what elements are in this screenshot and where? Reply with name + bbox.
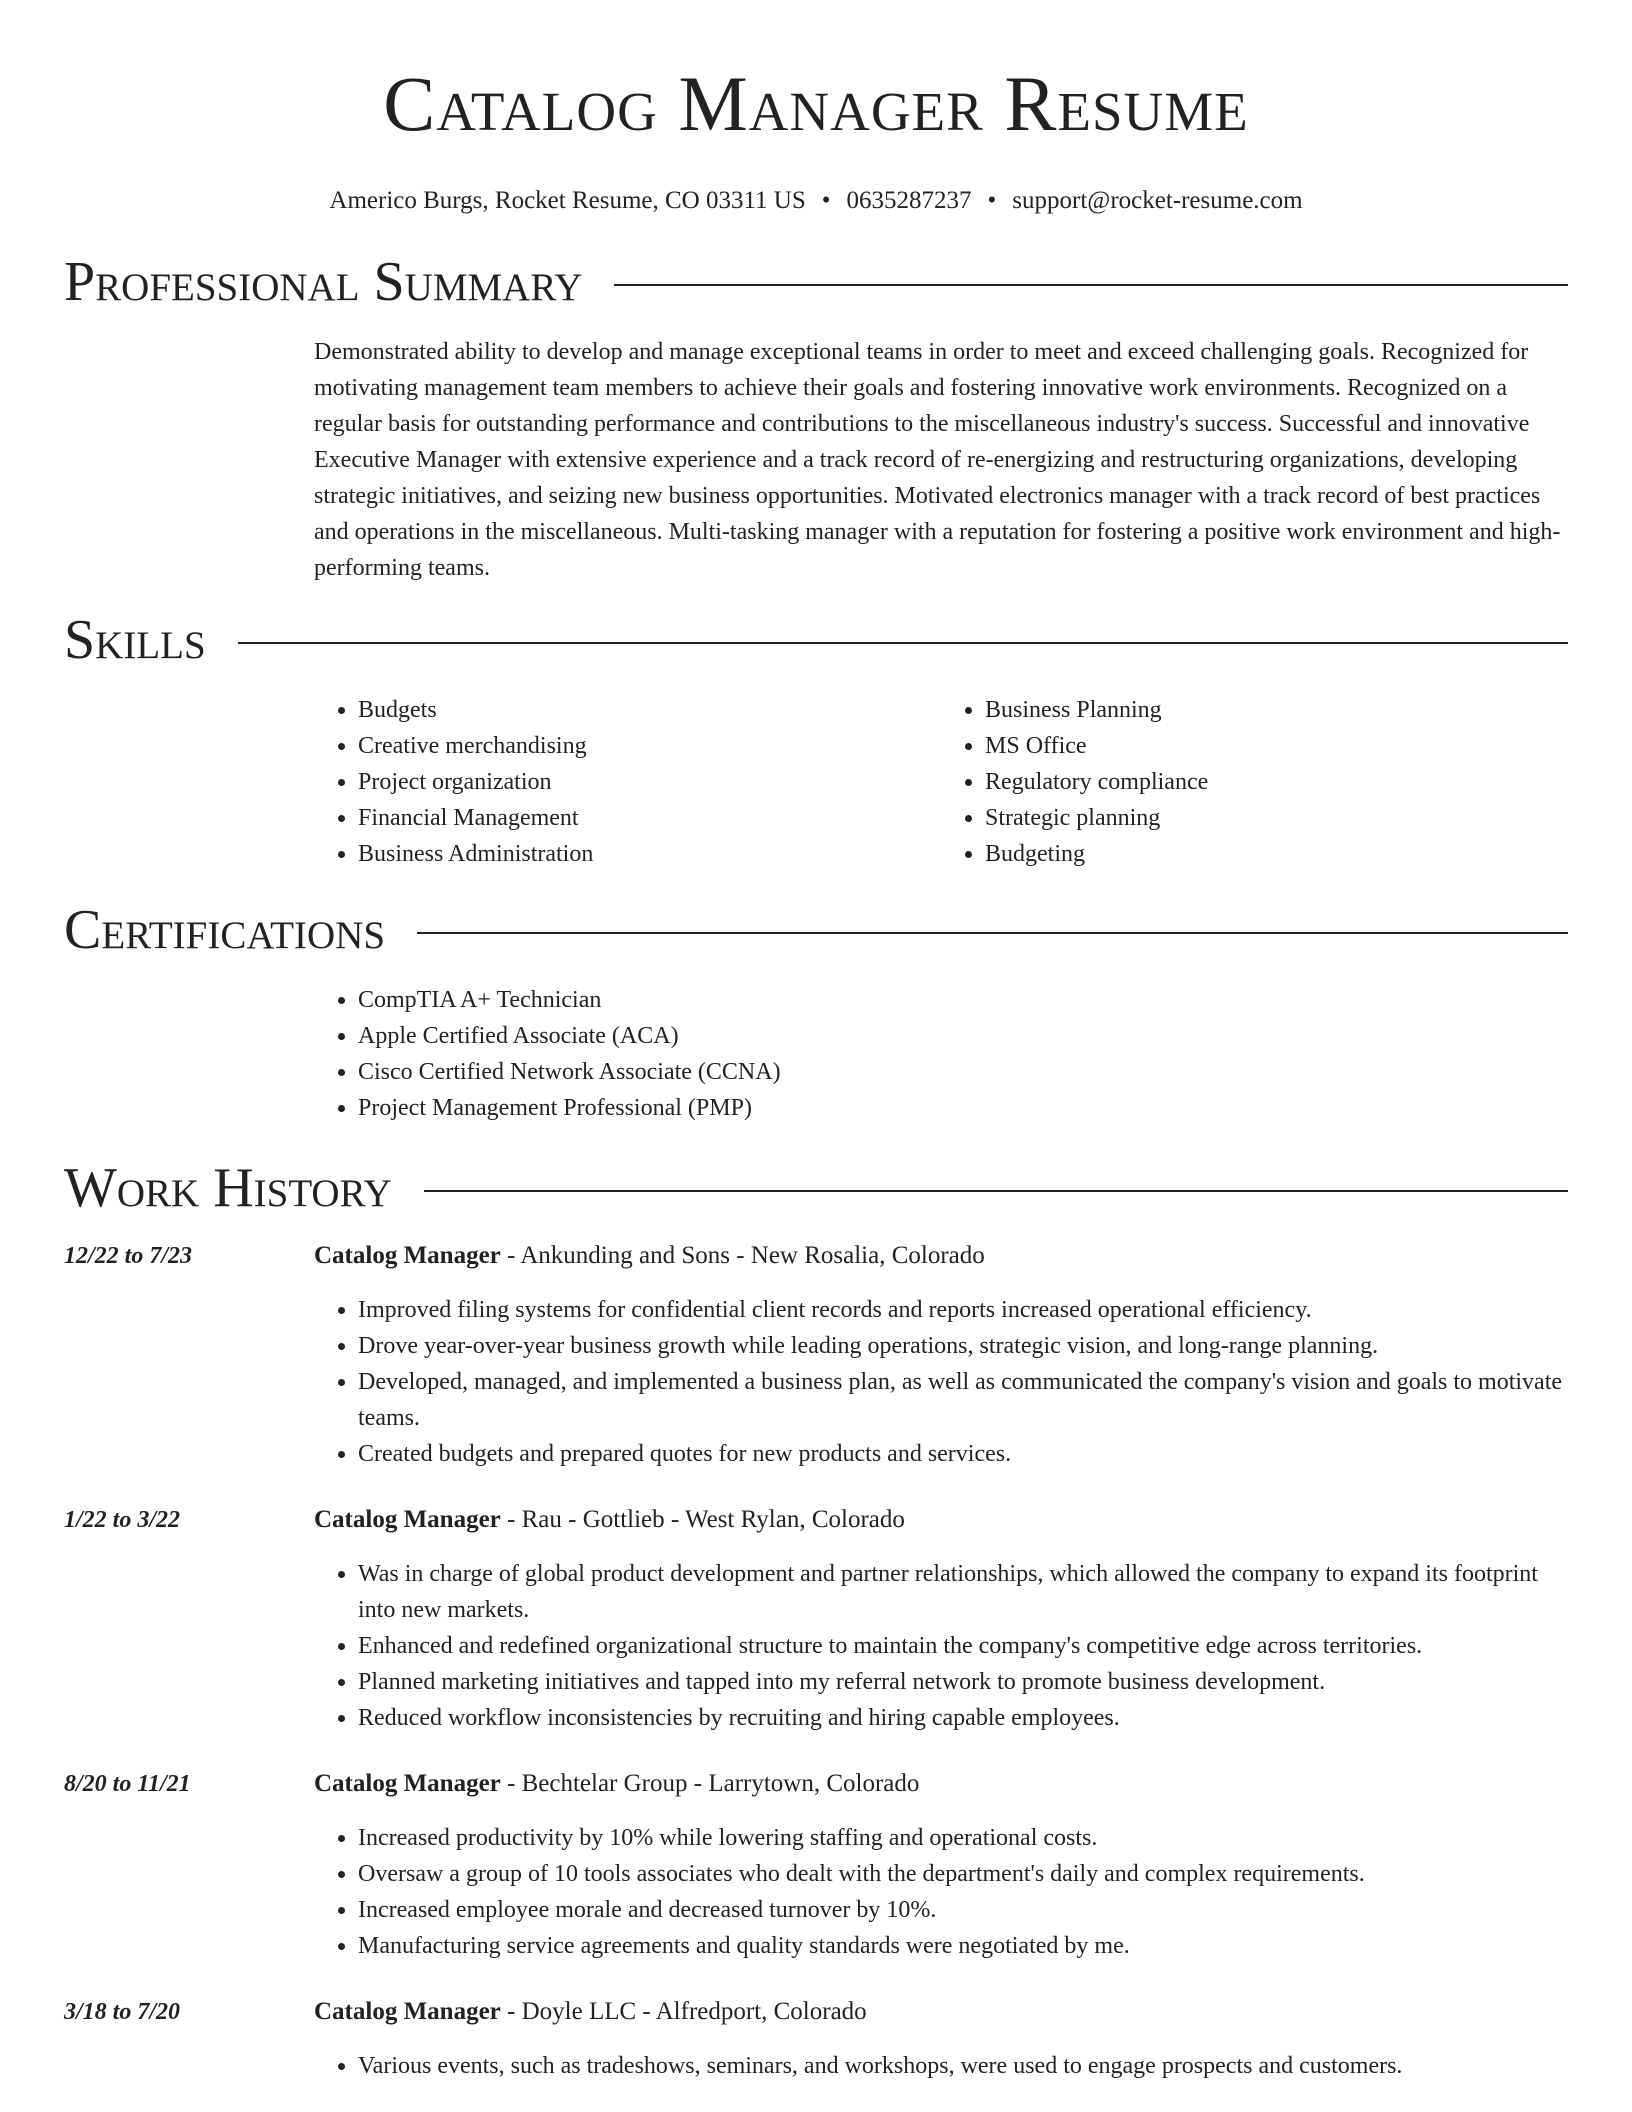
job-content xyxy=(314,1994,1568,2084)
certifications-body xyxy=(314,982,1568,1126)
job-bullet: • Enhanced and redefined organizational structure to maintain the company's competitive edge across territories. xyxy=(358,1628,1568,1664)
summary-text: Demonstrated ability to develop and manage exceptional teams in order to meet and exceed challenging goals. Recognized for motivating management team members to achieve their goals and fostering innovative work environments. Recognized on a regular basis for outstanding performance and contributions to the miscellaneous industry's success. Successful and innovative Executive Manager with extensive experience and a track record of re-energizing and restructuring organizations, developing strategic initiatives, and seizing new business opportunities. Motivated electronics manager with a track record of best practices and operations in the miscellaneous. Multi-tasking manager with a reputation for fostering a positive work environment and high-performing teams. xyxy=(314,339,1561,581)
job-employer: - Rau - Gottlieb - West Rylan, Colorado xyxy=(500,1506,905,1533)
skill-item: • Financial Management xyxy=(358,800,941,836)
job-dates: 1/22 to 3/22 xyxy=(64,1507,181,1533)
resume-title: Catalog Manager Resume xyxy=(383,60,1249,147)
job-bullet: • Oversaw a group of 10 tools associates who dealt with the department's daily and complex requirements. xyxy=(358,1856,1568,1892)
job-bullets xyxy=(314,1292,1568,1472)
job-bullets xyxy=(314,1820,1568,1964)
job-dates: 12/22 to 7/23 xyxy=(64,1243,193,1269)
skill-item: • Business Planning xyxy=(985,692,1568,728)
skills-list-left xyxy=(314,692,941,872)
job-bullet: • Created budgets and prepared quotes for new products and services. xyxy=(358,1436,1568,1472)
job-employer: - Ankunding and Sons - New Rosalia, Colorado xyxy=(500,1242,985,1269)
skill-item: • Business Administration xyxy=(358,836,941,872)
contact-address: Americo Burgs, Rocket Resume, CO 03311 US xyxy=(329,187,806,214)
job-heading xyxy=(314,1766,1568,1802)
skills-header xyxy=(64,608,1568,672)
job-bullet: • Improved filing systems for confidential client records and reports increased operational efficiency. xyxy=(358,1292,1568,1328)
skill-item: • Regulatory compliance xyxy=(985,764,1568,800)
job-entry xyxy=(64,1502,1568,1736)
summary-header xyxy=(64,250,1568,314)
summary-body xyxy=(314,334,1568,586)
job-bullet: • Manufacturing service agreements and quality standards were negotiated by me. xyxy=(358,1928,1568,1964)
contact-phone: 0635287237 xyxy=(846,187,972,214)
summary-section xyxy=(0,250,1632,586)
skills-list-right xyxy=(941,692,1568,872)
job-title: Catalog Manager xyxy=(314,1998,501,2025)
job-bullet: • Drove year-over-year business growth while leading operations, strategic vision, and long-range planning. xyxy=(358,1328,1568,1364)
job-bullet: • Increased productivity by 10% while lowering staffing and operational costs. xyxy=(358,1820,1568,1856)
job-bullet: • Various events, such as tradeshows, seminars, and workshops, were used to engage prospects and customers. xyxy=(358,2048,1568,2084)
job-dates: 3/18 to 7/20 xyxy=(64,1999,181,2025)
section-divider xyxy=(614,284,1568,286)
job-bullets xyxy=(314,1556,1568,1736)
job-content xyxy=(314,1502,1568,1736)
contact-separator: • xyxy=(987,187,997,214)
work-history-header xyxy=(64,1156,1568,1220)
skill-item: • Strategic planning xyxy=(985,800,1568,836)
certifications-header xyxy=(64,898,1568,962)
job-bullet: • Developed, managed, and implemented a business plan, as well as communicated the company's vision and goals to motivate teams. xyxy=(358,1364,1568,1436)
work-history-section xyxy=(0,1156,1632,2084)
job-heading xyxy=(314,1994,1568,2030)
section-divider xyxy=(417,932,1568,934)
certifications-list xyxy=(314,982,1568,1126)
contact-email: support@rocket-resume.com xyxy=(1012,187,1303,214)
skill-item: • MS Office xyxy=(985,728,1568,764)
job-title: Catalog Manager xyxy=(314,1506,501,1533)
job-entry xyxy=(64,1238,1568,1472)
job-bullet: • Increased employee morale and decreased turnover by 10%. xyxy=(358,1892,1568,1928)
certification-item: • CompTIA A+ Technician xyxy=(358,982,1568,1018)
job-content xyxy=(314,1238,1568,1472)
skill-item: • Project organization xyxy=(358,764,941,800)
work-history-heading: Work History xyxy=(64,1157,392,1219)
job-content xyxy=(314,1766,1568,1964)
job-dates: 8/20 to 11/21 xyxy=(64,1771,191,1797)
certification-item: • Cisco Certified Network Associate (CCNA) xyxy=(358,1054,1568,1090)
job-bullets xyxy=(314,2048,1568,2084)
skills-section xyxy=(0,608,1632,872)
job-bullet: • Was in charge of global product development and partner relationships, which allowed the company to expand its footprint into new markets. xyxy=(358,1556,1568,1628)
certifications-section xyxy=(0,898,1632,1126)
job-entry xyxy=(64,1994,1568,2084)
section-divider xyxy=(424,1190,1568,1192)
certification-item: • Apple Certified Associate (ACA) xyxy=(358,1018,1568,1054)
skill-item: • Budgets xyxy=(358,692,941,728)
certifications-heading: Certifications xyxy=(64,899,386,961)
job-heading xyxy=(314,1502,1568,1538)
job-employer: - Bechtelar Group - Larrytown, Colorado xyxy=(500,1770,920,1797)
job-title: Catalog Manager xyxy=(314,1242,501,1269)
job-title: Catalog Manager xyxy=(314,1770,501,1797)
contact-line xyxy=(0,186,1632,216)
certification-item: • Project Management Professional (PMP) xyxy=(358,1090,1568,1126)
section-divider xyxy=(238,642,1568,644)
summary-heading: Professional Summary xyxy=(64,251,583,313)
job-entry xyxy=(64,1766,1568,1964)
job-bullet: • Planned marketing initiatives and tapped into my referral network to promote business development. xyxy=(358,1664,1568,1700)
job-bullet: • Reduced workflow inconsistencies by recruiting and hiring capable employees. xyxy=(358,1700,1568,1736)
contact-separator: • xyxy=(821,187,831,214)
skill-item: • Budgeting xyxy=(985,836,1568,872)
skills-grid xyxy=(314,692,1568,872)
job-heading xyxy=(314,1238,1568,1274)
skills-heading: Skills xyxy=(64,609,206,671)
skill-item: • Creative merchandising xyxy=(358,728,941,764)
job-employer: - Doyle LLC - Alfredport, Colorado xyxy=(500,1998,867,2025)
